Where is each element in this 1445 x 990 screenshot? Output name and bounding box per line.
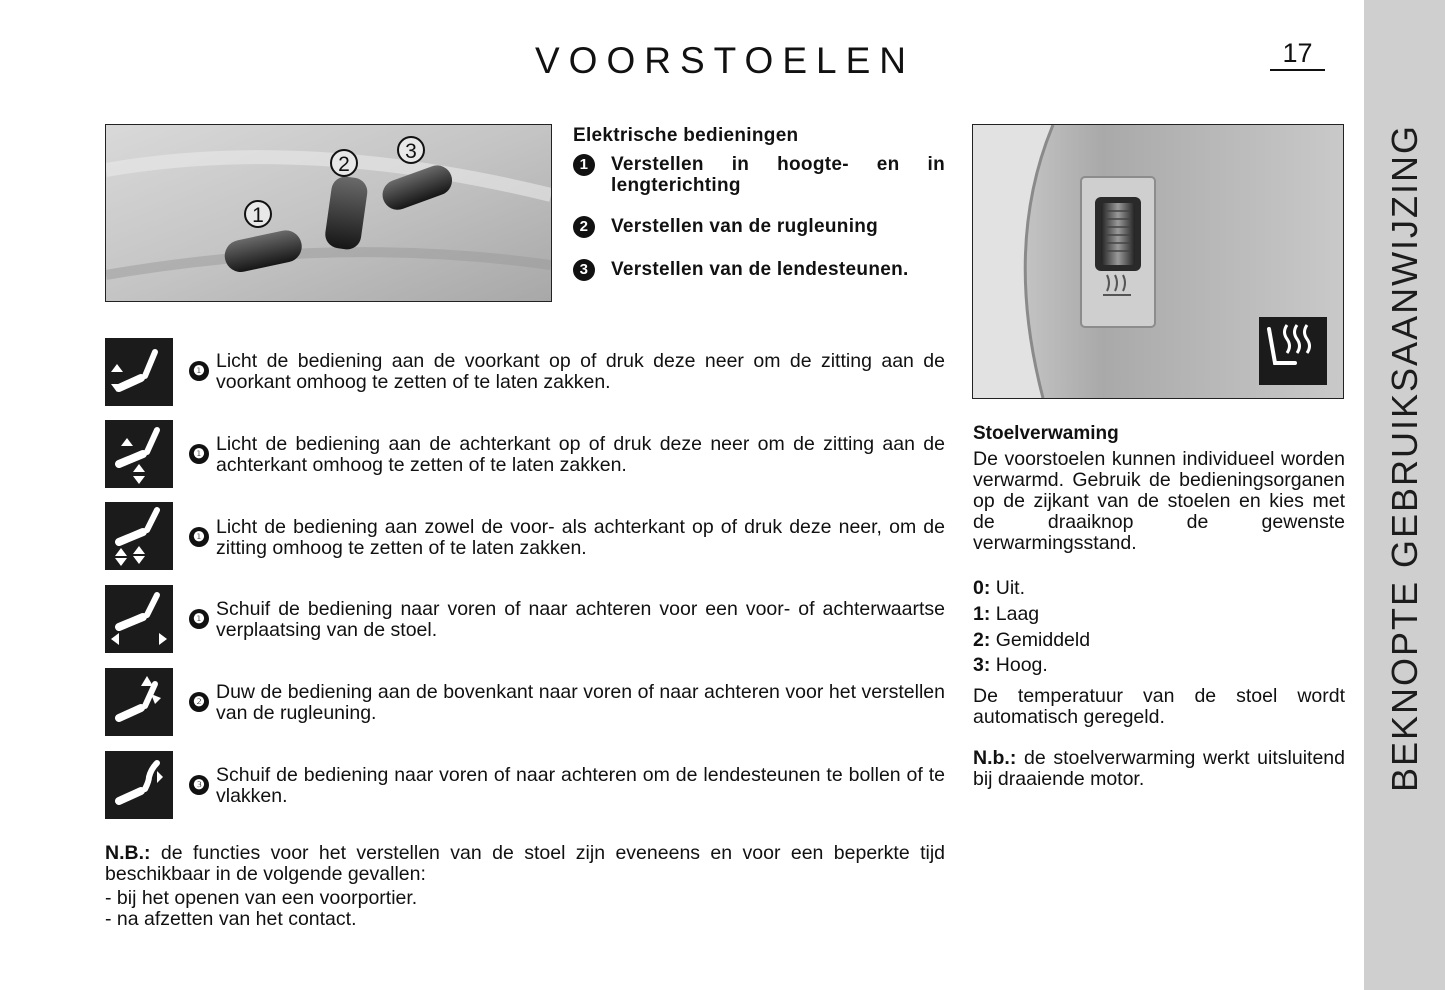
seat-heating-photo <box>972 124 1344 399</box>
item-number-badge: 1 <box>573 154 595 176</box>
instruction-text: Schuif de bediening naar voren of naar achteren om de lendesteunen te bollen of te vlakken. <box>216 764 945 807</box>
level-key: 3: <box>973 654 991 676</box>
callout-2 <box>331 150 357 176</box>
seat-controls-photo <box>105 124 552 302</box>
electric-control-item <box>573 216 945 237</box>
note-paragraph <box>105 843 945 885</box>
page-title: VOORSTOELEN <box>534 40 915 81</box>
note-label: N.b.: <box>973 747 1017 769</box>
svg-text:2: 2 <box>338 153 350 176</box>
item-number-badge: 2 <box>573 216 595 238</box>
note-list <box>105 888 945 930</box>
note-list-item: - bij het openen van een voorportier. <box>105 887 418 909</box>
seat-slide-icon <box>105 585 173 653</box>
instruction-text: Licht de bediening aan de voorkant op of druk deze neer om de zitting aan de voorkant omhoog te zetten of te laten zakken. <box>216 350 945 393</box>
heating-level-item <box>973 630 1345 651</box>
electric-controls-heading: Elektrische bedieningen <box>573 125 799 146</box>
function-number-badge: ❸ <box>189 775 209 795</box>
note-text: de stoelverwarming werkt uitsluitend bij draaiende motor. <box>973 747 1345 790</box>
function-number-badge: ❶ <box>189 609 209 629</box>
seat-rear-raise-icon <box>105 420 173 488</box>
section-title-vertical: BEKNOPTE GEBRUIKSAANWIJZING <box>1384 123 1425 793</box>
note-list-item: - na afzetten van het contact. <box>105 908 357 930</box>
level-label: Hoog. <box>995 654 1048 676</box>
electric-control-item <box>573 154 945 196</box>
seat-height-icon <box>105 502 173 570</box>
auto-regulation-text: De temperatuur van de stoel wordt automatisch geregeld. <box>973 685 1345 728</box>
seat-backrest-icon <box>105 668 173 736</box>
seat-front-raise-icon <box>105 338 173 406</box>
seat-lumbar-icon <box>105 751 173 819</box>
seat-heating-heading: Stoelverwaming <box>973 423 1119 444</box>
function-number-badge: ❷ <box>189 692 209 712</box>
item-number-badge: 3 <box>573 259 595 281</box>
level-key: 0: <box>973 577 991 599</box>
instruction-text: Duw de bediening aan de bovenkant naar voren of naar achteren voor het verstellen van de rugleuning. <box>216 681 945 724</box>
svg-text:1: 1 <box>252 204 264 227</box>
note-text: de functies voor het verstellen van de stoel zijn eveneens en voor een beperkte tijd beschikbaar in de volgende gevallen: <box>105 842 946 885</box>
seat-heating-intro: De voorstoelen kunnen individueel worden verwarmd. Gebruik de bedieningsorganen op de zijkant van de stoelen en kies met de draaiknop de gewenste verwarmingsstand. <box>973 448 1345 554</box>
heating-level-item <box>973 655 1345 676</box>
instruction-text: Licht de bediening aan de achterkant op of druk deze neer om de zitting aan de achterkant omhoog te zetten of te laten zakken. <box>216 433 945 476</box>
svg-text:3: 3 <box>405 140 417 163</box>
level-label: Gemiddeld <box>995 629 1091 651</box>
function-number-badge: ❶ <box>189 361 209 381</box>
electric-control-item <box>573 259 945 280</box>
level-label: Uit. <box>995 577 1026 599</box>
callout-3 <box>398 137 424 163</box>
heating-level-item <box>973 578 1345 599</box>
item-text: Verstellen van de lendesteunen. <box>611 259 909 280</box>
instruction-text: Licht de bediening aan zowel de voor- als achterkant op of druk deze neer, om de zitting omhoog te zetten of te laten zakken. <box>216 516 945 559</box>
function-number-badge: ❶ <box>189 444 209 464</box>
note-label: N.B.: <box>105 842 151 864</box>
level-key: 1: <box>973 603 991 625</box>
seat-heating-note <box>973 748 1345 790</box>
page-number: 17 <box>1270 38 1325 71</box>
level-label: Laag <box>995 603 1040 625</box>
instruction-text: Schuif de bediening naar voren of naar achteren voor een voor- of achterwaartse verplaatsing van de stoel. <box>216 598 945 641</box>
callout-1 <box>245 201 271 227</box>
item-text: Verstellen in hoogte- en in lengterichting <box>611 154 945 196</box>
level-key: 2: <box>973 629 991 651</box>
item-text: Verstellen van de rugleuning <box>611 216 879 237</box>
heating-level-item <box>973 604 1345 625</box>
function-number-badge: ❶ <box>189 527 209 547</box>
